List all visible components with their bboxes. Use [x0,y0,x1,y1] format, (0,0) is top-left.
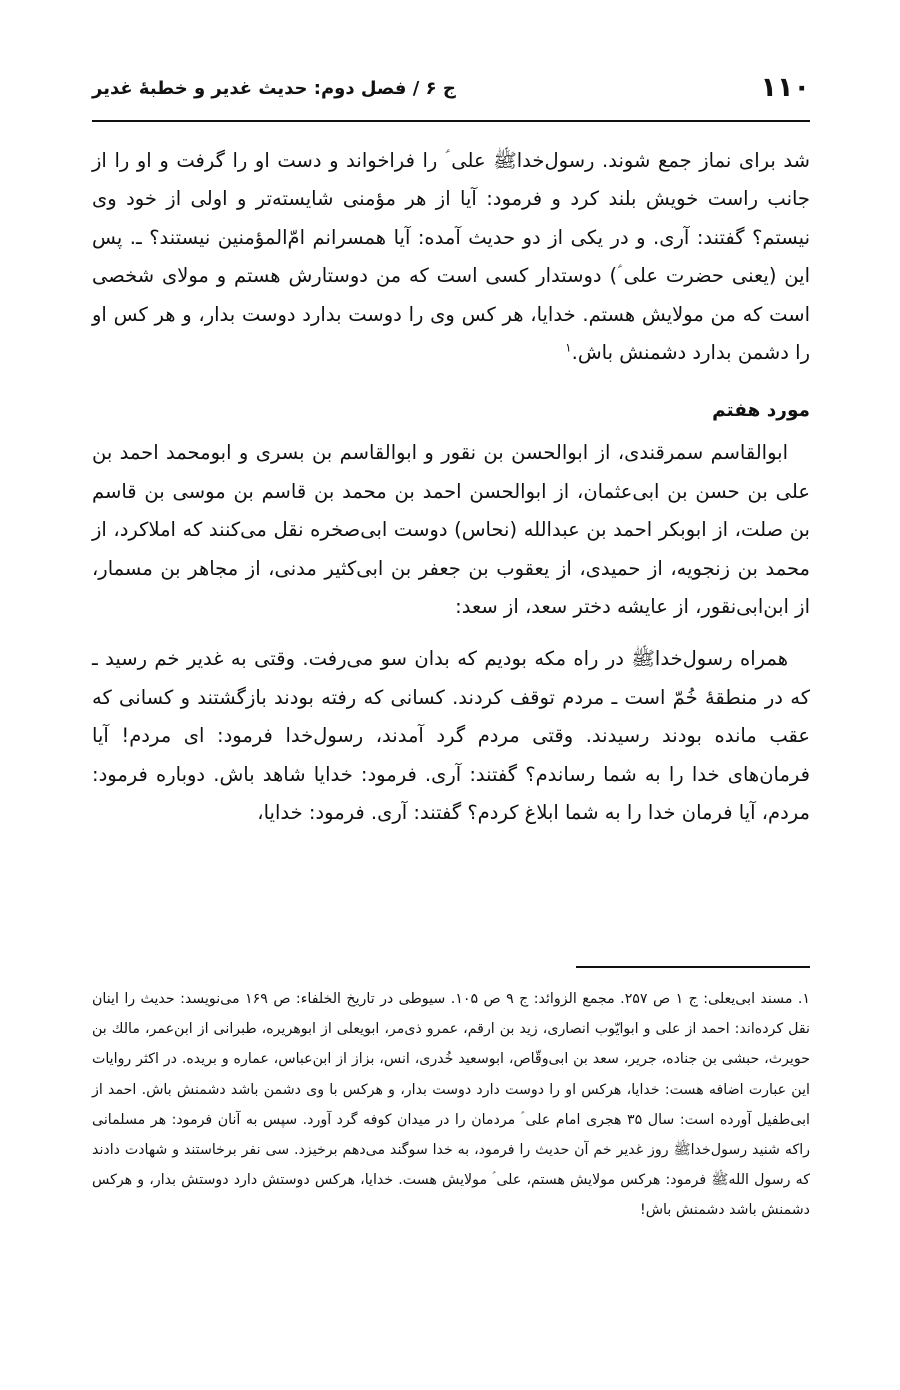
paragraph: همراه رسول‌خداﷺ در راه مكه بوديم كه بدان سو مى‌رفت. وقتى به غدير خم رسيد ـ كه در منطقهٔ خُمّ است ـ مردم توقف كردند. كسانى كه رفته بودند بازگشتند و كسانى كه عقب مانده بودند رسيدند. وقتى مردم گرد آمدند، رسول‌خدا فرمود: اى مردم! آيا فرمان‌هاى خدا را به شما رساندم؟ گفتند: آرى. فرمود: خدايا شاهد باش. دوباره فرمود: مردم، آيا فرمان خدا را به شما ابلاغ كردم؟ گفتند: آرى. فرمود: خدايا، [92,647,810,825]
footnote-divider [576,966,810,968]
paragraph: ابوالقاسم سمرقندى، از ابوالحسن بن نقور و ابوالقاسم بن بسرى و ابومحمد احمد بن على بن حسن بن ابى‌عثمان، از ابوالحسن احمد بن محمد بن قاسم بن موسى بن قاسم بن صلت، از ابوبكر احمد بن عبدالله (نحاس) دوست ابى‌صخره نقل مى‌كنند كه املاكرد، از محمد بن زنجويه، از حميدى، از يعقوب بن جعفر بن ابى‌كثير مدنى، از مجاهر بن مسمار، از ابن‌ابى‌نقور، از عايشه دختر سعد، از سعد: [92,441,810,619]
section-heading: مورد هفتم [712,400,810,422]
book-page [92,64,810,1324]
page-number: ۱۱۰ [760,72,810,103]
paragraph [92,142,810,372]
footnote-reference: ۱ [565,340,572,355]
running-title: ج ۶ / فصل دوم: حديث غدير و خطبهٔ غدير [92,78,456,99]
paragraph-text: شد براى نماز جمع شوند. رسول‌خداﷺ على ؑ را فراخواند و دست او را گرفت و او را از جانب راست خويش بلند كرد و فرمود: آيا از هر مؤمنى شايسته‌تر و اولى از خود وى نيستم؟ گفتند: آرى. و در يكى از دو حديث آمده: آيا همسرانم امّ‌المؤمنين نيستند؟ ـ. پس اين (يعنى حضرت على ؑ) دوستدار كسى است كه من دوستارش هستم و مولاى شخصى است كه من مولايش هستم. خدايا، هر كس وى را دوست بدارد دوست بدار، و هر كس او را دشمن بدارد دشمنش باش. [92,149,810,365]
page-header [92,64,810,122]
body-text [92,142,810,833]
footnote: ۱. مسند ابى‌يعلى: ج ۱ ص ۲۵۷. مجمع الزوائد: ج ۹ ص ۱۰۵. سيوطى در تاريخ الخلفاء: ص ۱۶۹ مى‌نويسد: حديث را اينان نقل كرده‌اند: احمد از على و ابوايّوب انصارى، زيد بن ارقم، عمرو ذى‌مر، ابويعلى از ابوهريره، طبرانى از ابن‌عمر، مالك بن حويرث، حبشى بن جناده، جرير، سعد بن ابى‌وقّاص، ابوسعيد خُدرى، انس، بزاز از ابن‌عباس، عماره و بريده. در اكثر روايات اين عبارت اضافه هست: خدايا، هركس او را دوست دارد دوست بدار، و هركس با وى دشمن باشد دشمنش باش. احمد از ابى‌طفيل آورده است: سال ۳۵ هجرى امام على ؑ مردمان را در ميدان كوفه گرد آورد. سپس به آنان فرمود: هر مسلمانى راكه شنيد رسول‌خداﷺ روز غدير خم آن حديث را فرمود، به خدا سوگند مى‌دهم برخيزد. سى نفر برخاستند و شهادت دادند كه رسول اللهﷺ فرمود: هركس مولايش هستم، على ؑ مولايش هست. خدايا، هركس دوستش دارد دوستش بدار، و هركس دشمنش باشد دشمنش باش! [92,991,810,1219]
